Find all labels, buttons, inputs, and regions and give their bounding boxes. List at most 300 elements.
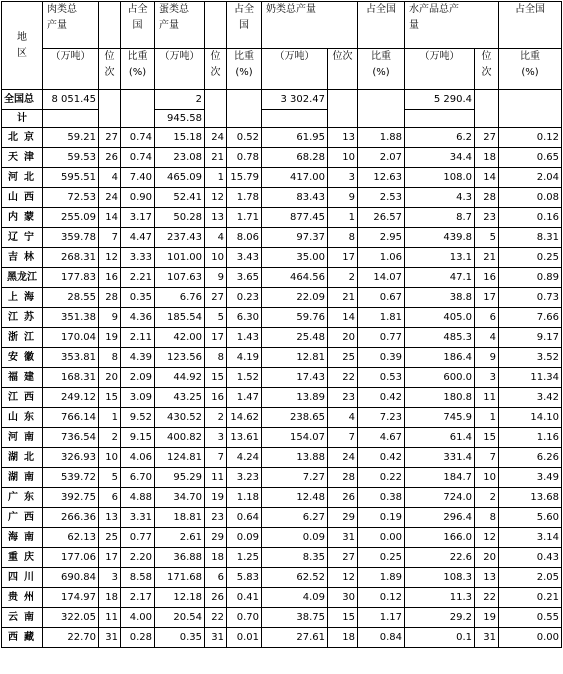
cell-aqua-pct: 0.55 bbox=[499, 608, 562, 628]
cell-aqua-rank: 3 bbox=[475, 368, 499, 388]
region-name: 上海 bbox=[2, 288, 43, 308]
cell-egg-pct: 3.65 bbox=[227, 268, 262, 288]
total-aqua: 5 290.4 bbox=[405, 90, 475, 110]
cell-milk: 17.43 bbox=[262, 368, 328, 388]
cell-milk: 27.61 bbox=[262, 628, 328, 648]
cell-milk-pct: 26.57 bbox=[358, 208, 405, 228]
cell-meat-rank: 11 bbox=[99, 608, 121, 628]
table-row bbox=[2, 328, 562, 348]
total-egg-line2: 945.58 bbox=[155, 110, 205, 128]
cell-meat-rank: 20 bbox=[99, 368, 121, 388]
cell-egg-rank: 15 bbox=[205, 368, 227, 388]
cell-egg-pct: 1.47 bbox=[227, 388, 262, 408]
header-milk-total: 奶类总产量 bbox=[262, 2, 358, 49]
cell-egg: 107.63 bbox=[155, 268, 205, 288]
cell-aqua-rank: 27 bbox=[475, 128, 499, 148]
cell-egg-rank: 29 bbox=[205, 528, 227, 548]
region-name: 福建 bbox=[2, 368, 43, 388]
cell-egg-pct: 13.61 bbox=[227, 428, 262, 448]
cell-aqua-pct: 9.17 bbox=[499, 328, 562, 348]
cell-egg: 52.41 bbox=[155, 188, 205, 208]
cell-milk: 22.09 bbox=[262, 288, 328, 308]
cell-aqua: 11.3 bbox=[405, 588, 475, 608]
cell-meat: 168.31 bbox=[43, 368, 99, 388]
cell-meat-pct: 2.11 bbox=[121, 328, 155, 348]
cell-aqua: 34.4 bbox=[405, 148, 475, 168]
header-egg-unit: （万吨） bbox=[155, 49, 205, 90]
cell-aqua-rank: 19 bbox=[475, 608, 499, 628]
cell-milk-pct: 0.22 bbox=[358, 468, 405, 488]
cell-egg-pct: 1.78 bbox=[227, 188, 262, 208]
cell-milk-rank: 10 bbox=[328, 148, 358, 168]
cell-aqua: 4.3 bbox=[405, 188, 475, 208]
cell-egg: 171.68 bbox=[155, 568, 205, 588]
cell-meat: 59.53 bbox=[43, 148, 99, 168]
table-row bbox=[2, 568, 562, 588]
cell-meat-rank: 18 bbox=[99, 588, 121, 608]
cell-meat-pct: 0.35 bbox=[121, 288, 155, 308]
cell-egg-pct: 4.19 bbox=[227, 348, 262, 368]
cell-egg-rank: 22 bbox=[205, 608, 227, 628]
cell-aqua-pct: 3.49 bbox=[499, 468, 562, 488]
cell-egg: 20.54 bbox=[155, 608, 205, 628]
cell-egg-pct: 0.70 bbox=[227, 608, 262, 628]
total-meat: 8 051.45 bbox=[43, 90, 99, 110]
cell-milk-pct: 0.19 bbox=[358, 508, 405, 528]
cell-meat: 249.12 bbox=[43, 388, 99, 408]
cell-milk: 97.37 bbox=[262, 228, 328, 248]
cell-aqua-pct: 0.08 bbox=[499, 188, 562, 208]
cell-milk: 83.43 bbox=[262, 188, 328, 208]
region-name: 浙江 bbox=[2, 328, 43, 348]
cell-egg: 123.56 bbox=[155, 348, 205, 368]
cell-aqua: 13.1 bbox=[405, 248, 475, 268]
cell-meat-rank: 17 bbox=[99, 548, 121, 568]
table-row bbox=[2, 128, 562, 148]
table-row bbox=[2, 448, 562, 468]
cell-milk: 0.09 bbox=[262, 528, 328, 548]
region-name: 辽宁 bbox=[2, 228, 43, 248]
cell-egg-rank: 26 bbox=[205, 588, 227, 608]
cell-aqua: 8.7 bbox=[405, 208, 475, 228]
cell-aqua: 108.3 bbox=[405, 568, 475, 588]
header-aqua-unit: （万吨） bbox=[405, 49, 475, 90]
region-name: 贵州 bbox=[2, 588, 43, 608]
cell-egg-pct: 3.23 bbox=[227, 468, 262, 488]
cell-milk-rank: 27 bbox=[328, 548, 358, 568]
table-row bbox=[2, 208, 562, 228]
table-row bbox=[2, 188, 562, 208]
cell-egg-rank: 5 bbox=[205, 308, 227, 328]
cell-milk-rank: 1 bbox=[328, 208, 358, 228]
cell-meat-rank: 19 bbox=[99, 328, 121, 348]
cell-meat-rank: 8 bbox=[99, 348, 121, 368]
cell-milk: 59.76 bbox=[262, 308, 328, 328]
table-row bbox=[2, 368, 562, 388]
cell-aqua-pct: 0.16 bbox=[499, 208, 562, 228]
header-milk-rank: 位次 bbox=[328, 49, 358, 90]
cell-meat: 177.06 bbox=[43, 548, 99, 568]
cell-milk-pct: 1.89 bbox=[358, 568, 405, 588]
cell-milk-pct: 14.07 bbox=[358, 268, 405, 288]
cell-egg-pct: 4.24 bbox=[227, 448, 262, 468]
cell-aqua: 6.2 bbox=[405, 128, 475, 148]
header-egg-ratio: 比重 (%) bbox=[227, 49, 262, 90]
cell-egg-rank: 27 bbox=[205, 288, 227, 308]
cell-egg: 43.25 bbox=[155, 388, 205, 408]
cell-aqua: 47.1 bbox=[405, 268, 475, 288]
cell-milk-rank: 29 bbox=[328, 508, 358, 528]
cell-milk: 38.75 bbox=[262, 608, 328, 628]
cell-milk-pct: 0.53 bbox=[358, 368, 405, 388]
header-milk-share: 占全国 bbox=[358, 2, 405, 49]
header-meat-rank-blank bbox=[99, 2, 121, 49]
cell-milk-pct: 4.67 bbox=[358, 428, 405, 448]
cell-egg: 23.08 bbox=[155, 148, 205, 168]
cell-aqua: 29.2 bbox=[405, 608, 475, 628]
cell-egg-rank: 12 bbox=[205, 188, 227, 208]
header-meat-ratio: 比重 (%) bbox=[121, 49, 155, 90]
cell-egg-pct: 0.23 bbox=[227, 288, 262, 308]
cell-aqua-rank: 16 bbox=[475, 268, 499, 288]
header-aqua-ratio: 比重 (%) bbox=[499, 49, 562, 90]
cell-egg-rank: 19 bbox=[205, 488, 227, 508]
cell-aqua: 296.4 bbox=[405, 508, 475, 528]
cell-meat-pct: 6.70 bbox=[121, 468, 155, 488]
cell-milk-pct: 0.84 bbox=[358, 628, 405, 648]
cell-egg: 185.54 bbox=[155, 308, 205, 328]
cell-aqua-rank: 14 bbox=[475, 168, 499, 188]
cell-aqua-pct: 0.00 bbox=[499, 628, 562, 648]
cell-milk-pct: 1.81 bbox=[358, 308, 405, 328]
cell-egg-rank: 1 bbox=[205, 168, 227, 188]
cell-aqua-rank: 21 bbox=[475, 248, 499, 268]
cell-meat-rank: 27 bbox=[99, 128, 121, 148]
table-row bbox=[2, 508, 562, 528]
region-name: 吉林 bbox=[2, 248, 43, 268]
cell-milk-rank: 13 bbox=[328, 128, 358, 148]
cell-meat-rank: 14 bbox=[99, 208, 121, 228]
cell-aqua-rank: 15 bbox=[475, 428, 499, 448]
cell-meat: 359.78 bbox=[43, 228, 99, 248]
cell-meat-pct: 4.88 bbox=[121, 488, 155, 508]
total-label-cont: 计 bbox=[2, 110, 43, 128]
region-name: 山西 bbox=[2, 188, 43, 208]
cell-aqua: 38.8 bbox=[405, 288, 475, 308]
cell-meat-pct: 0.77 bbox=[121, 528, 155, 548]
cell-meat-pct: 3.09 bbox=[121, 388, 155, 408]
cell-milk-rank: 15 bbox=[328, 608, 358, 628]
header-meat-share: 占全 国 bbox=[121, 2, 155, 49]
region-name: 四川 bbox=[2, 568, 43, 588]
cell-meat-rank: 16 bbox=[99, 268, 121, 288]
cell-egg-rank: 18 bbox=[205, 548, 227, 568]
cell-milk: 6.27 bbox=[262, 508, 328, 528]
cell-meat-pct: 9.52 bbox=[121, 408, 155, 428]
cell-milk-rank: 3 bbox=[328, 168, 358, 188]
region-name: 黑龙江 bbox=[2, 268, 43, 288]
cell-aqua: 180.8 bbox=[405, 388, 475, 408]
cell-milk-pct: 0.67 bbox=[358, 288, 405, 308]
cell-milk-pct: 2.95 bbox=[358, 228, 405, 248]
cell-meat: 268.31 bbox=[43, 248, 99, 268]
cell-meat-rank: 2 bbox=[99, 428, 121, 448]
cell-meat: 353.81 bbox=[43, 348, 99, 368]
cell-aqua-pct: 3.14 bbox=[499, 528, 562, 548]
cell-milk: 7.27 bbox=[262, 468, 328, 488]
cell-meat-rank: 7 bbox=[99, 228, 121, 248]
cell-egg-rank: 23 bbox=[205, 508, 227, 528]
cell-milk: 8.35 bbox=[262, 548, 328, 568]
production-statistics-table bbox=[1, 1, 562, 648]
cell-meat-pct: 2.17 bbox=[121, 588, 155, 608]
cell-meat: 326.93 bbox=[43, 448, 99, 468]
cell-meat-rank: 31 bbox=[99, 628, 121, 648]
cell-meat-rank: 4 bbox=[99, 168, 121, 188]
cell-aqua-rank: 9 bbox=[475, 348, 499, 368]
cell-meat-rank: 5 bbox=[99, 468, 121, 488]
cell-milk: 13.88 bbox=[262, 448, 328, 468]
cell-meat-rank: 13 bbox=[99, 508, 121, 528]
cell-aqua-pct: 11.34 bbox=[499, 368, 562, 388]
table-row bbox=[2, 608, 562, 628]
cell-meat: 322.05 bbox=[43, 608, 99, 628]
cell-aqua-pct: 7.66 bbox=[499, 308, 562, 328]
header-aqua-total: 水产品总产 量 bbox=[405, 2, 499, 49]
total-milk: 3 302.47 bbox=[262, 90, 328, 110]
cell-aqua-pct: 2.04 bbox=[499, 168, 562, 188]
cell-egg-pct: 0.64 bbox=[227, 508, 262, 528]
cell-milk-pct: 0.38 bbox=[358, 488, 405, 508]
cell-milk-pct: 2.07 bbox=[358, 148, 405, 168]
header-aqua-share: 占全国 bbox=[499, 2, 562, 49]
cell-aqua-pct: 0.89 bbox=[499, 268, 562, 288]
cell-egg-pct: 1.18 bbox=[227, 488, 262, 508]
cell-milk-pct: 0.42 bbox=[358, 448, 405, 468]
cell-meat: 766.14 bbox=[43, 408, 99, 428]
table-row bbox=[2, 528, 562, 548]
cell-milk-pct: 0.42 bbox=[358, 388, 405, 408]
cell-egg-rank: 2 bbox=[205, 408, 227, 428]
cell-milk: 61.95 bbox=[262, 128, 328, 148]
cell-meat: 22.70 bbox=[43, 628, 99, 648]
cell-meat-rank: 28 bbox=[99, 288, 121, 308]
cell-milk-pct: 7.23 bbox=[358, 408, 405, 428]
cell-meat-pct: 4.36 bbox=[121, 308, 155, 328]
total-blank bbox=[262, 110, 328, 128]
cell-egg: 400.82 bbox=[155, 428, 205, 448]
cell-aqua: 186.4 bbox=[405, 348, 475, 368]
header-egg-share: 占全 国 bbox=[227, 2, 262, 49]
cell-milk-rank: 22 bbox=[328, 368, 358, 388]
region-name: 云南 bbox=[2, 608, 43, 628]
cell-aqua: 61.4 bbox=[405, 428, 475, 448]
cell-milk-rank: 28 bbox=[328, 468, 358, 488]
total-blank bbox=[475, 90, 499, 128]
region-name: 海南 bbox=[2, 528, 43, 548]
total-label: 全国总 bbox=[2, 90, 43, 110]
table-row bbox=[2, 168, 562, 188]
cell-aqua: 745.9 bbox=[405, 408, 475, 428]
region-name: 河北 bbox=[2, 168, 43, 188]
cell-meat: 351.38 bbox=[43, 308, 99, 328]
cell-milk-pct: 0.12 bbox=[358, 588, 405, 608]
table-row bbox=[2, 228, 562, 248]
table-row bbox=[2, 268, 562, 288]
cell-egg: 101.00 bbox=[155, 248, 205, 268]
region-name: 江苏 bbox=[2, 308, 43, 328]
cell-aqua-pct: 13.68 bbox=[499, 488, 562, 508]
cell-meat-pct: 8.58 bbox=[121, 568, 155, 588]
cell-milk-rank: 17 bbox=[328, 248, 358, 268]
cell-milk-pct: 2.53 bbox=[358, 188, 405, 208]
region-name: 重庆 bbox=[2, 548, 43, 568]
cell-aqua: 166.0 bbox=[405, 528, 475, 548]
cell-meat: 59.21 bbox=[43, 128, 99, 148]
cell-meat: 72.53 bbox=[43, 188, 99, 208]
cell-meat-pct: 2.21 bbox=[121, 268, 155, 288]
cell-aqua: 22.6 bbox=[405, 548, 475, 568]
header-region: 地 区 bbox=[2, 2, 43, 90]
cell-egg: 18.81 bbox=[155, 508, 205, 528]
cell-milk-rank: 23 bbox=[328, 388, 358, 408]
cell-meat-rank: 25 bbox=[99, 528, 121, 548]
total-blank bbox=[205, 90, 227, 128]
cell-meat: 174.97 bbox=[43, 588, 99, 608]
cell-aqua: 724.0 bbox=[405, 488, 475, 508]
cell-milk-pct: 0.39 bbox=[358, 348, 405, 368]
cell-milk: 25.48 bbox=[262, 328, 328, 348]
total-blank bbox=[328, 90, 358, 128]
cell-egg: 15.18 bbox=[155, 128, 205, 148]
cell-egg-rank: 31 bbox=[205, 628, 227, 648]
cell-egg: 44.92 bbox=[155, 368, 205, 388]
cell-milk-rank: 14 bbox=[328, 308, 358, 328]
cell-egg-pct: 15.79 bbox=[227, 168, 262, 188]
cell-milk: 4.09 bbox=[262, 588, 328, 608]
cell-aqua: 184.7 bbox=[405, 468, 475, 488]
table-row bbox=[2, 308, 562, 328]
cell-aqua-pct: 0.25 bbox=[499, 248, 562, 268]
cell-aqua-pct: 2.05 bbox=[499, 568, 562, 588]
cell-milk-rank: 9 bbox=[328, 188, 358, 208]
cell-meat-pct: 4.00 bbox=[121, 608, 155, 628]
region-name: 内蒙 bbox=[2, 208, 43, 228]
cell-aqua-rank: 4 bbox=[475, 328, 499, 348]
cell-egg: 42.00 bbox=[155, 328, 205, 348]
table-row bbox=[2, 248, 562, 268]
cell-meat: 690.84 bbox=[43, 568, 99, 588]
cell-meat: 170.04 bbox=[43, 328, 99, 348]
cell-milk-pct: 1.17 bbox=[358, 608, 405, 628]
cell-aqua-pct: 0.21 bbox=[499, 588, 562, 608]
cell-aqua-pct: 14.10 bbox=[499, 408, 562, 428]
cell-meat-rank: 3 bbox=[99, 568, 121, 588]
cell-aqua-pct: 5.60 bbox=[499, 508, 562, 528]
cell-meat-rank: 26 bbox=[99, 148, 121, 168]
region-name: 广西 bbox=[2, 508, 43, 528]
table-row bbox=[2, 488, 562, 508]
cell-aqua-pct: 8.31 bbox=[499, 228, 562, 248]
cell-egg-rank: 7 bbox=[205, 448, 227, 468]
cell-meat-rank: 12 bbox=[99, 248, 121, 268]
cell-aqua-rank: 2 bbox=[475, 488, 499, 508]
cell-meat-pct: 0.28 bbox=[121, 628, 155, 648]
cell-meat-pct: 2.20 bbox=[121, 548, 155, 568]
cell-egg-rank: 24 bbox=[205, 128, 227, 148]
cell-meat-pct: 7.40 bbox=[121, 168, 155, 188]
table-row bbox=[2, 388, 562, 408]
cell-meat: 392.75 bbox=[43, 488, 99, 508]
cell-aqua-rank: 31 bbox=[475, 628, 499, 648]
cell-meat-pct: 4.06 bbox=[121, 448, 155, 468]
cell-milk-rank: 4 bbox=[328, 408, 358, 428]
cell-meat-pct: 3.33 bbox=[121, 248, 155, 268]
cell-meat-pct: 0.74 bbox=[121, 128, 155, 148]
total-row bbox=[2, 90, 562, 110]
cell-meat-rank: 9 bbox=[99, 308, 121, 328]
cell-meat: 736.54 bbox=[43, 428, 99, 448]
cell-milk-rank: 26 bbox=[328, 488, 358, 508]
region-name: 山东 bbox=[2, 408, 43, 428]
total-blank bbox=[121, 90, 155, 128]
total-blank bbox=[405, 110, 475, 128]
table-row bbox=[2, 548, 562, 568]
total-blank bbox=[99, 90, 121, 128]
cell-aqua-pct: 0.12 bbox=[499, 128, 562, 148]
cell-meat: 62.13 bbox=[43, 528, 99, 548]
region-name: 天津 bbox=[2, 148, 43, 168]
cell-milk: 35.00 bbox=[262, 248, 328, 268]
cell-meat: 28.55 bbox=[43, 288, 99, 308]
header-aqua-rank: 位次 bbox=[475, 49, 499, 90]
cell-milk-pct: 0.77 bbox=[358, 328, 405, 348]
cell-meat-pct: 0.90 bbox=[121, 188, 155, 208]
cell-egg: 465.09 bbox=[155, 168, 205, 188]
header-meat-rank: 位 次 bbox=[99, 49, 121, 90]
cell-egg-rank: 3 bbox=[205, 428, 227, 448]
total-egg-line1: 2 bbox=[155, 90, 205, 110]
cell-meat-rank: 24 bbox=[99, 188, 121, 208]
cell-egg-pct: 0.78 bbox=[227, 148, 262, 168]
cell-meat-rank: 1 bbox=[99, 408, 121, 428]
cell-aqua: 108.0 bbox=[405, 168, 475, 188]
cell-meat-pct: 9.15 bbox=[121, 428, 155, 448]
cell-milk-rank: 2 bbox=[328, 268, 358, 288]
cell-aqua-rank: 22 bbox=[475, 588, 499, 608]
header-egg-total: 蛋类总 产量 bbox=[155, 2, 205, 49]
table-row bbox=[2, 408, 562, 428]
table-row bbox=[2, 628, 562, 648]
cell-egg-rank: 8 bbox=[205, 348, 227, 368]
cell-aqua: 439.8 bbox=[405, 228, 475, 248]
cell-milk-rank: 12 bbox=[328, 568, 358, 588]
region-name: 湖北 bbox=[2, 448, 43, 468]
cell-egg-pct: 0.52 bbox=[227, 128, 262, 148]
cell-egg: 50.28 bbox=[155, 208, 205, 228]
cell-egg: 430.52 bbox=[155, 408, 205, 428]
region-name: 安徽 bbox=[2, 348, 43, 368]
cell-egg-rank: 9 bbox=[205, 268, 227, 288]
cell-egg-pct: 1.52 bbox=[227, 368, 262, 388]
cell-egg-pct: 0.01 bbox=[227, 628, 262, 648]
cell-aqua-pct: 0.43 bbox=[499, 548, 562, 568]
cell-meat-pct: 2.09 bbox=[121, 368, 155, 388]
cell-egg-rank: 11 bbox=[205, 468, 227, 488]
cell-meat: 177.83 bbox=[43, 268, 99, 288]
cell-milk: 12.81 bbox=[262, 348, 328, 368]
cell-milk-pct: 1.88 bbox=[358, 128, 405, 148]
